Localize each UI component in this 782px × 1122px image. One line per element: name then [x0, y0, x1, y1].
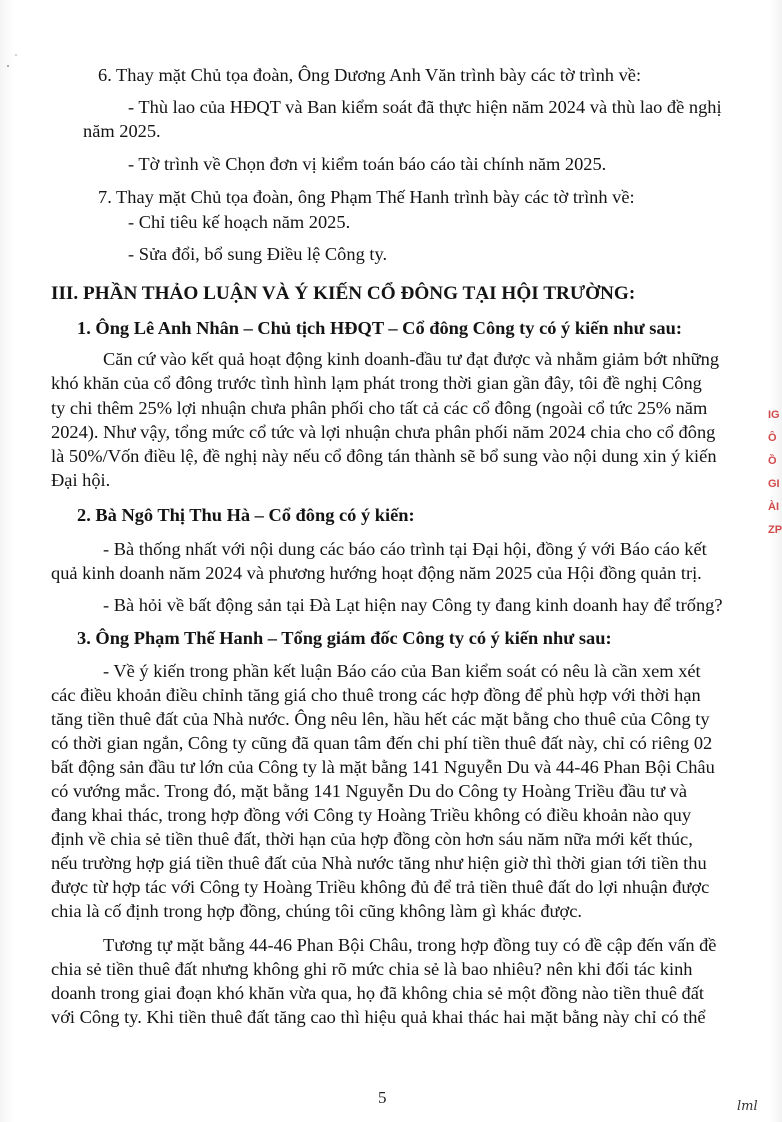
paragraph-line: được từ hợp tác với Công ty Hoàng Triều không đủ để trả tiền thuê đất do lợi nhuận được	[51, 877, 710, 897]
item-6-point-1-cont: năm 2025.	[83, 121, 161, 141]
item-7-intro: 7. Thay mặt Chủ tọa đoàn, ông Phạm Thế Hanh trình bày các tờ trình về:	[98, 187, 635, 207]
page-number: 5	[378, 1088, 387, 1107]
section-iii-heading: III. PHẦN THẢO LUẬN VÀ Ý KIẾN CỔ ĐÔNG TẠI HỘI TRƯỜNG:	[51, 283, 636, 304]
paragraph-line: bất động sản đầu tư lớn của Công ty là mặt bằng 141 Nguyễn Du và 44-46 Phan Bội Châu	[51, 757, 715, 777]
item-6-point-2: - Tờ trình về Chọn đơn vị kiểm toán báo cáo tài chính năm 2025.	[128, 154, 607, 174]
speaker-1-heading: 1. Ông Lê Anh Nhân – Chủ tịch HĐQT – Cổ đông Công ty có ý kiến như sau:	[77, 318, 682, 338]
stamp-fragment: IG	[768, 409, 780, 421]
item-6-point-1: - Thù lao của HĐQT và Ban kiểm soát đã thực hiện năm 2024 và thù lao đề nghị	[128, 97, 722, 117]
scan-specks	[0, 52, 30, 72]
handwritten-initials: lml	[737, 1099, 758, 1114]
paragraph-line: là 50%/Vốn điều lệ, đề nghị này nếu cổ đông tán thành sẽ bổ sung vào nội dung xin ý kiến	[51, 446, 717, 466]
paragraph-line: nếu trường hợp giá tiền thuê đất của Nhà nước tăng như hiện giờ thì thời gian tới tiền thu	[51, 853, 707, 873]
paragraph-line: ty chi thêm 25% lợi nhuận chưa phân phối cho tất cả các cổ đông (ngoài cổ tức 25% năm	[51, 398, 708, 418]
paragraph-line: - Về ý kiến trong phần kết luận Báo cáo của Ban kiểm soát có nêu là cần xem xét	[103, 661, 701, 681]
paragraph-line: khó khăn của cổ đông trước tình hình lạm phát trong thời gian gần đây, tôi đề nghị Công	[51, 373, 702, 393]
paragraph-line: quả kinh doanh năm 2024 và phương hướng hoạt động năm 2025 của Hội đồng quản trị.	[51, 563, 702, 583]
paragraph-line: tăng tiền thuê đất của Nhà nước. Ông nêu lên, hầu hết các mặt bằng cho thuê của Công ty	[51, 709, 710, 729]
paragraph-line: - Bà hỏi về bất động sản tại Đà Lạt hiện nay Công ty đang kinh doanh hay để trống?	[103, 595, 723, 615]
speaker-2-heading: 2. Bà Ngô Thị Thu Hà – Cổ đông có ý kiến:	[77, 505, 415, 525]
paragraph-line: Căn cứ vào kết quả hoạt động kinh doanh-đầu tư đạt được và nhằm giảm bớt những	[103, 349, 720, 369]
speaker-3-heading: 3. Ông Phạm Thế Hanh – Tổng giám đốc Công ty có ý kiến như sau:	[77, 628, 612, 648]
paragraph-line: 2024). Như vậy, tổng mức cổ tức và lợi nhuận chưa phân phối năm 2024 chia cho cổ đông	[51, 422, 716, 442]
red-stamp-fragment	[768, 408, 782, 546]
paragraph-line: - Bà thống nhất với nội dung các báo cáo trình tại Đại hội, đồng ý với Báo cáo kết	[103, 539, 707, 559]
paragraph-line: có thời gian ngắn, Công ty cũng đã quan tâm đến chi phí tiền thuê đất này, chỉ có riêng 02	[51, 733, 713, 753]
stamp-fragment: ÀI	[768, 501, 779, 513]
paragraph-line: Tương tự mặt bằng 44-46 Phan Bội Châu, trong hợp đồng tuy có đề cập đến vấn đề	[103, 935, 717, 955]
paragraph-line: Đại hội.	[51, 470, 111, 490]
stamp-fragment: Ô	[768, 432, 777, 444]
paragraph-line: các điều khoản điều chỉnh tăng giá cho thuê trong các hợp đồng để phù hợp với thời hạn	[51, 685, 701, 705]
item-7-point-1: - Chỉ tiêu kế hoạch năm 2025.	[128, 212, 351, 232]
item-6-intro: 6. Thay mặt Chủ tọa đoàn, Ông Dương Anh Văn trình bày các tờ trình về:	[98, 65, 642, 85]
stamp-fragment: ZP	[768, 524, 782, 536]
stamp-fragment: GI	[768, 478, 780, 490]
paragraph-line: định về chia sẻ tiền thuê đất, thời hạn của hợp đồng còn hơn sáu năm nữa mới kết thúc,	[51, 829, 693, 849]
paragraph-line: doanh trong giai đoạn khó khăn vừa qua, họ đã không chia sẻ một đồng nào tiền thuê đất	[51, 983, 704, 1003]
paragraph-line: có vướng mắc. Trong đó, mặt bằng 141 Nguyễn Du do Công ty Hoàng Triều đầu tư và	[51, 781, 688, 801]
item-7-point-2: - Sửa đổi, bổ sung Điều lệ Công ty.	[128, 244, 388, 264]
paragraph-line: đang khai thác, trong hợp đồng với Công ty Hoàng Triều không có điều khoản nào quy	[51, 805, 692, 825]
paragraph-line: chia sẻ tiền thuê đất nhưng không ghi rõ mức chia sẻ là bao nhiêu? nên khi đối tác kinh	[51, 959, 693, 979]
stamp-fragment: Ồ	[768, 455, 777, 467]
paragraph-line: chia là cố định trong hợp đồng, chúng tôi cũng không làm gì khác được.	[51, 901, 582, 921]
paragraph-line: với Công ty. Khi tiền thuê đất tăng cao thì hiệu quả khai thác hai mặt bằng này chỉ có thể	[51, 1007, 706, 1027]
